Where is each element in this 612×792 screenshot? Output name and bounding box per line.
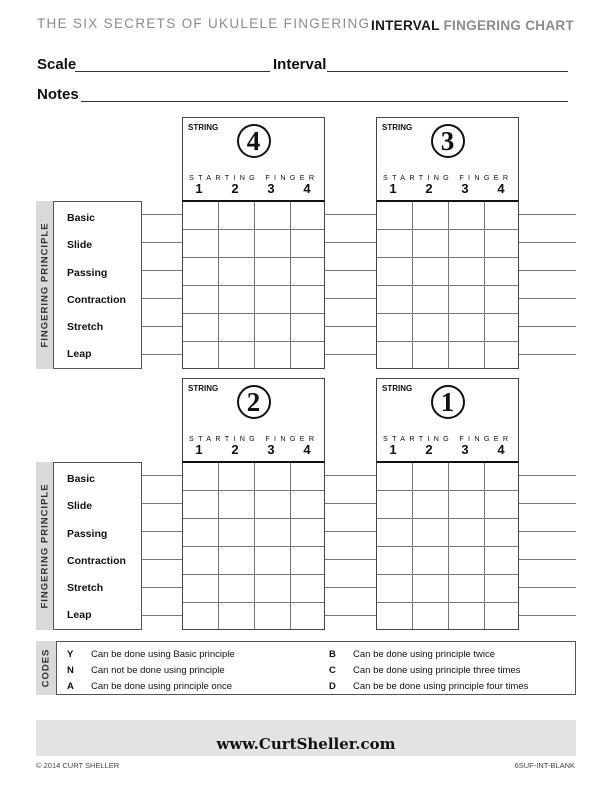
notes-label: Notes [37,86,79,103]
finger-number: 3 [267,442,275,457]
string-2-grid[interactable] [182,461,325,630]
string-label: STRING [188,384,219,393]
connector-line [325,214,376,215]
code-letter: C [329,665,336,676]
connector-line [519,531,576,532]
string-number: 4 [237,124,271,158]
connector-line [142,298,182,299]
connector-line [325,615,376,616]
code-description: Can be done using Basic principle [91,649,235,660]
connector-line [325,559,376,560]
connector-line [325,270,376,271]
footer-band [36,720,576,756]
string-3-grid[interactable] [376,200,519,369]
code-letter: B [329,649,336,660]
string-3-header [376,117,519,200]
connector-line [519,475,576,476]
finger-number: 1 [195,181,203,196]
string-2-header [182,378,325,461]
chart-title-grey: FINGERING CHART [443,18,574,33]
connector-line [142,503,182,504]
code-description: Can be done using principle three times [353,665,521,676]
connector-line [142,559,182,560]
connector-line [325,475,376,476]
principle-contraction: Contraction [67,555,126,567]
connector-line [142,270,182,271]
connector-line [325,354,376,355]
finger-number: 2 [425,442,433,457]
starting-finger-label: STARTING FINGER [383,434,513,443]
string-1-grid[interactable] [376,461,519,630]
principle-list-top [53,201,142,369]
fingering-principle-label-bottom: FINGERING PRINCIPLE [39,483,51,609]
connector-line [325,503,376,504]
principle-basic: Basic [67,212,96,224]
footer-url[interactable]: www.CurtSheller.com [216,735,396,753]
principle-basic: Basic [67,473,96,485]
connector-line [142,214,182,215]
copyright: © 2014 CURT SHELLER [36,761,120,770]
document-code: 6SUF-INT-BLANK [514,761,575,770]
string-4-header [182,117,325,200]
finger-number: 3 [461,181,469,196]
principle-leap: Leap [67,348,92,360]
codes-label: CODES [40,648,52,688]
fingering-principle-label-top: FINGERING PRINCIPLE [39,222,51,348]
finger-number: 2 [231,181,239,196]
principle-list-bottom [53,462,142,630]
scale-label: Scale [37,56,77,73]
starting-finger-label: STARTING FINGER [189,173,319,182]
string-label: STRING [382,384,413,393]
code-letter: D [329,681,336,692]
interval-field[interactable] [327,71,568,72]
string-label: STRING [188,123,219,132]
connector-line [142,475,182,476]
principle-passing: Passing [67,528,108,540]
connector-line [519,242,576,243]
code-letter: N [67,665,74,676]
starting-finger-label: STARTING FINGER [383,173,513,182]
finger-number: 1 [389,181,397,196]
connector-line [519,326,576,327]
string-4-grid[interactable] [182,200,325,369]
codes-legend [56,641,576,695]
connector-line [519,298,576,299]
code-letter: A [67,681,74,692]
principle-stretch: Stretch [67,321,104,333]
principle-passing: Passing [67,267,108,279]
principle-contraction: Contraction [67,294,126,306]
connector-line [142,531,182,532]
connector-line [519,615,576,616]
code-description: Can be done using principle once [91,681,233,692]
connector-line [142,615,182,616]
code-description: Can be done using principle twice [353,649,496,660]
finger-number: 4 [303,442,311,457]
finger-number: 2 [425,181,433,196]
connector-line [325,242,376,243]
connector-line [325,298,376,299]
string-label: STRING [382,123,413,132]
finger-number: 3 [267,181,275,196]
connector-line [142,354,182,355]
finger-number: 3 [461,442,469,457]
interval-label: Interval [273,56,327,73]
connector-line [142,242,182,243]
principle-slide: Slide [67,239,93,251]
code-letter: Y [67,649,74,660]
chart-title-dark: INTERVAL [371,18,440,33]
chart-title [371,18,574,33]
notes-field[interactable] [81,101,568,102]
connector-line [519,503,576,504]
string-number: 1 [431,385,465,419]
finger-number: 1 [389,442,397,457]
connector-line [325,326,376,327]
connector-line [519,354,576,355]
finger-number: 1 [195,442,203,457]
connector-line [142,326,182,327]
principle-stretch: Stretch [67,582,104,594]
code-description: Can not be done using principle [91,665,225,676]
finger-number: 2 [231,442,239,457]
finger-number: 4 [497,181,505,196]
connector-line [325,531,376,532]
connector-line [519,214,576,215]
finger-number: 4 [497,442,505,457]
string-number: 2 [237,385,271,419]
string-number: 3 [431,124,465,158]
principle-leap: Leap [67,609,92,621]
finger-number: 4 [303,181,311,196]
connector-line [519,270,576,271]
code-description: Can be be done using principle four times [353,681,529,692]
principle-slide: Slide [67,500,93,512]
connector-line [519,587,576,588]
string-1-header [376,378,519,461]
connector-line [519,559,576,560]
book-title: THE SIX SECRETS OF UKULELE FINGERING [37,16,371,31]
scale-field[interactable] [75,71,270,72]
connector-line [325,587,376,588]
starting-finger-label: STARTING FINGER [189,434,319,443]
connector-line [142,587,182,588]
